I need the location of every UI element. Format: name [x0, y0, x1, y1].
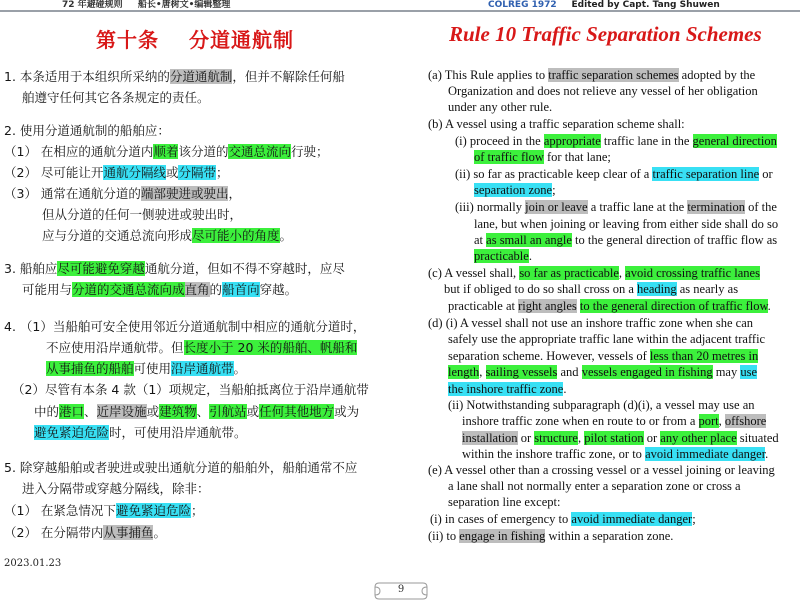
text-run: ， — [228, 186, 241, 201]
text-run: 。 — [279, 228, 293, 243]
text-run: (c) A vessel shall, — [428, 266, 520, 280]
highlighted-phrase: 尽可能避免穿越 — [57, 261, 145, 276]
highlighted-phrase: 避免紧迫危险 — [34, 425, 110, 440]
text-run: Organization and does not relieve any vessel of her obligation — [448, 84, 758, 98]
en-text-line — [430, 511, 696, 527]
highlighted-phrase: practicable — [474, 249, 529, 263]
en-text-line — [455, 166, 773, 182]
zh-text-line — [22, 281, 297, 299]
text-run: or — [643, 431, 661, 445]
text-run: 或 — [165, 165, 179, 180]
text-run: 的 — [209, 282, 223, 297]
text-run: . — [563, 382, 567, 396]
en-text-line — [428, 462, 775, 478]
text-run: (iii) normally — [455, 200, 526, 214]
highlighted-phrase: 从事捕鱼的船舶 — [46, 361, 134, 376]
text-run: 行驶； — [290, 144, 329, 159]
zh-text-line — [4, 260, 345, 278]
en-text-line — [428, 528, 673, 544]
en-text-line — [474, 149, 611, 165]
text-run: 。 — [233, 361, 247, 376]
en-text-line — [448, 478, 741, 494]
text-run: . — [528, 249, 532, 263]
en-text-line — [428, 315, 753, 331]
zh-text-line — [4, 502, 203, 520]
text-run: 5. 除穿越船舶或者驶进或驶出通航分道的船舶外，船舶通常不应 — [4, 460, 358, 475]
rule-number-zh: 第十条 — [96, 28, 159, 52]
text-run: for that lane; — [543, 150, 611, 164]
zh-text-line — [42, 206, 242, 224]
en-text-line — [462, 446, 768, 462]
highlighted-phrase: termination — [687, 200, 745, 214]
highlighted-phrase: right angles — [518, 299, 577, 313]
highlighted-phrase: structure — [534, 431, 578, 445]
highlighted-phrase: 任何其他地方 — [259, 404, 335, 419]
highlighted-phrase: 分道通航制 — [169, 69, 233, 84]
highlighted-phrase: 港口 — [59, 404, 85, 419]
highlighted-phrase: traffic separation schemes — [548, 68, 679, 82]
zh-text-line — [12, 381, 369, 399]
text-run: , — [577, 431, 585, 445]
highlighted-phrase: vessels engaged in fishing — [581, 365, 713, 379]
header-colreg: COLREG 1972 — [488, 0, 557, 10]
text-run: （2）尽管有本条 4 款（1）项规定，当船舶抵离位于沿岸通航带 — [12, 382, 369, 397]
text-run: (b) A vessel using a traffic separation scheme shall: — [428, 117, 685, 131]
highlighted-phrase: avoid immediate danger — [645, 447, 766, 461]
zh-text-line — [4, 143, 329, 161]
highlighted-phrase: 分隔带 — [178, 165, 216, 180]
highlighted-phrase: 交通总流向 — [228, 144, 291, 159]
en-text-line — [462, 430, 779, 446]
rule-title-en: Rule 10 Traffic Separation Schemes — [449, 22, 762, 46]
highlighted-phrase: 直角 — [184, 282, 210, 297]
en-text-line — [448, 381, 566, 397]
text-run: safely use the appropriate traffic lane within the adjacent traffic — [448, 332, 766, 346]
text-run: , — [718, 414, 725, 428]
highlighted-phrase: sailing vessels — [485, 365, 558, 379]
text-run: , — [618, 266, 626, 280]
text-run: ； — [215, 165, 229, 180]
en-text-line — [462, 413, 766, 429]
text-run: situated — [736, 431, 779, 445]
text-run: 可使用 — [133, 361, 172, 376]
text-run: 2. 使用分道通航制的船舶应： — [4, 123, 170, 138]
en-text-line — [448, 348, 758, 364]
text-run: 。 — [153, 525, 166, 540]
text-run: (d) (i) A vessel shall not use an inshore traffic zone when she can — [428, 316, 754, 330]
text-run: ; — [552, 183, 556, 197]
text-run: (ii) Notwithstanding subparagraph (d)(i), a vessel may use an — [448, 398, 755, 412]
text-run: 该分道的 — [178, 144, 229, 159]
highlighted-phrase: avoid crossing traffic lanes — [625, 266, 760, 280]
highlighted-phrase: to the general direction of traffic flow — [579, 299, 768, 313]
text-run: 或 — [246, 404, 260, 419]
header-divider — [0, 10, 800, 12]
text-run: at — [474, 233, 487, 247]
text-run: . — [767, 299, 771, 313]
rule-name-zh: 分道通航制 — [189, 28, 294, 52]
rule-title-zh — [96, 24, 294, 53]
highlighted-phrase: less than 20 metres in — [649, 349, 759, 363]
text-run: 或 — [146, 404, 160, 419]
en-text-line — [448, 99, 552, 115]
text-run: 舶遵守任何其它各条规定的责任。 — [22, 90, 210, 105]
en-text-line — [474, 232, 777, 248]
highlighted-phrase: any other place — [660, 431, 737, 445]
text-run: （2） 在分隔带内 — [4, 525, 104, 540]
zh-text-line — [46, 339, 357, 357]
text-run: 4. （1）当船舶可安全使用邻近分道通航制中相应的通航分道时， — [4, 319, 366, 334]
highlighted-phrase: 船首向 — [222, 282, 260, 297]
text-run: （3） 通常在通航分道的 — [4, 186, 141, 201]
highlighted-phrase: separation zone — [474, 183, 553, 197]
highlighted-phrase: the inshore traffic zone — [448, 382, 564, 396]
highlighted-phrase: 沿岸通航带 — [171, 361, 234, 376]
text-run: （1） 在紧急情况下 — [4, 503, 116, 518]
en-text-line — [448, 494, 560, 510]
highlighted-phrase: appropriate — [543, 134, 601, 148]
text-run: separation line except: — [448, 495, 561, 509]
highlighted-phrase: 通航分隔线 — [103, 165, 166, 180]
text-run: practicable at — [448, 299, 519, 313]
highlighted-phrase: engage in fishing — [459, 529, 546, 543]
text-run: (a) This Rule applies to — [428, 68, 549, 82]
text-run: （2） 尽可能让开 — [4, 165, 104, 180]
text-run: or — [517, 431, 535, 445]
text-run: 穿越。 — [259, 282, 298, 297]
zh-text-line — [4, 164, 229, 182]
highlighted-phrase: heading — [637, 282, 677, 296]
text-run: of the — [744, 200, 777, 214]
text-run: a traffic lane at the — [587, 200, 688, 214]
highlighted-phrase: 从事捕鱼 — [103, 525, 154, 540]
zh-text-line — [46, 360, 246, 378]
highlighted-phrase: 建筑物 — [159, 404, 197, 419]
highlighted-phrase: 近岸设施 — [96, 404, 147, 419]
text-run: adopted by the — [678, 68, 756, 82]
en-text-line — [474, 248, 532, 264]
zh-text-line — [4, 524, 166, 542]
highlighted-phrase: 引航站 — [209, 404, 247, 419]
zh-text-line — [34, 424, 247, 442]
text-run: (i) in cases of emergency to — [430, 512, 572, 526]
highlighted-phrase: 尽可能小的角度 — [192, 228, 280, 243]
text-run: . — [765, 447, 769, 461]
highlighted-phrase: general direction — [692, 134, 777, 148]
en-text-line — [448, 83, 758, 99]
highlighted-phrase: 避免紧迫危险 — [115, 503, 191, 518]
text-run: 应与分道的交通总流向形成 — [42, 228, 193, 243]
highlighted-phrase: 驶进或驶出 — [165, 186, 229, 201]
zh-text-line — [22, 480, 210, 498]
highlighted-phrase: length — [448, 365, 480, 379]
zh-text-line — [4, 122, 170, 140]
text-run: 中的 — [34, 404, 60, 419]
highlighted-phrase: so far as practicable — [519, 266, 619, 280]
text-run: a lane shall not normally enter a separation zone or cross a — [448, 479, 741, 493]
text-run: to the general direction of traffic flow as — [571, 233, 778, 247]
zh-text-line — [4, 459, 357, 477]
header-editor-en: Edited by Capt. Tang Shuwen — [571, 0, 720, 10]
text-run: and — [557, 365, 582, 379]
text-run: 时，可使用沿岸通航带。 — [109, 425, 247, 440]
text-run: lane, but when joining or leaving from either side shall do so — [474, 217, 779, 231]
zh-text-line — [22, 89, 210, 107]
text-run: within a separation zone. — [545, 529, 674, 543]
en-text-line — [428, 265, 760, 281]
zh-text-line — [34, 403, 359, 421]
en-text-line — [455, 133, 777, 149]
text-run: ，但并不解除任何船 — [232, 69, 345, 84]
text-run: 可能用与 — [22, 282, 73, 297]
highlighted-phrase: installation — [462, 431, 518, 445]
header-editor-zh: 船长•唐树文•编辑整理 — [137, 0, 231, 10]
en-text-line — [428, 67, 755, 83]
text-run: (ii) so far as practicable keep clear of a — [455, 167, 653, 181]
text-run: ； — [190, 503, 204, 518]
text-run: 或为 — [334, 404, 360, 419]
en-text-line — [474, 182, 556, 198]
text-run: 进入分隔带或穿越分隔线，除非： — [22, 481, 210, 496]
en-text-line — [448, 364, 757, 380]
highlighted-phrase: use — [740, 365, 758, 379]
text-run: (ii) to — [428, 529, 460, 543]
highlighted-phrase: traffic separation line — [652, 167, 760, 181]
text-run: 、 — [196, 404, 210, 419]
text-run: 3. 船舶应 — [4, 261, 58, 276]
en-text-line — [448, 397, 755, 413]
highlighted-phrase: pilot station — [584, 431, 644, 445]
highlighted-phrase: 长度小于 20 米的船舶、帆船和 — [183, 340, 358, 355]
highlighted-phrase: 分道的交通总流向成 — [72, 282, 185, 297]
highlighted-phrase: as small an angle — [486, 233, 572, 247]
highlighted-phrase: 端部 — [140, 186, 166, 201]
text-run: (i) proceed in the — [455, 134, 544, 148]
page-number: 9 — [397, 584, 405, 595]
zh-text-line — [4, 185, 241, 203]
text-run: or — [759, 167, 773, 181]
zh-text-line — [42, 227, 292, 245]
text-run: 但从分道的任何一侧驶进或驶出时， — [42, 207, 243, 222]
highlighted-phrase: 顺着 — [153, 144, 179, 159]
text-run: 1. 本条适用于本组织所采纳的 — [4, 69, 170, 84]
text-run: 、 — [84, 404, 97, 419]
text-run: 通航分道，但如不得不穿越时，应尽 — [144, 261, 345, 276]
en-text-line — [448, 298, 771, 314]
text-run: 不应使用沿岸通航带。但 — [46, 340, 184, 355]
header-book-title: 72 年避碰规则 — [62, 0, 123, 10]
en-text-line — [428, 116, 685, 132]
document-date: 2023.01.23 — [4, 558, 62, 569]
text-run: ; — [692, 512, 696, 526]
text-run: , — [479, 365, 486, 379]
text-run: （1） 在相应的通航分道内 — [4, 144, 154, 159]
highlighted-phrase: avoid immediate danger — [571, 512, 693, 526]
zh-text-line — [4, 68, 345, 86]
highlighted-phrase: of traffic flow — [474, 150, 544, 164]
text-run: separation scheme. However, vessels of — [448, 349, 650, 363]
text-run: may — [712, 365, 741, 379]
highlighted-phrase: port — [698, 414, 719, 428]
text-run: (e) A vessel other than a crossing vessel or a vessel joining or leaving — [428, 463, 775, 477]
zh-text-line — [4, 318, 365, 336]
en-text-line — [455, 199, 777, 215]
text-run: traffic lane in the — [600, 134, 693, 148]
highlighted-phrase: join or leave — [525, 200, 588, 214]
text-run: inshore traffic zone when en route to or from a — [462, 414, 699, 428]
en-text-line — [444, 281, 738, 297]
en-text-line — [448, 331, 765, 347]
text-run: as nearly as — [676, 282, 739, 296]
page-number-scroll — [373, 580, 429, 602]
highlighted-phrase: offshore — [724, 414, 767, 428]
text-run: within the inshore traffic zone, or to — [462, 447, 646, 461]
text-run: under any other rule. — [448, 100, 553, 114]
text-run: but if obliged to do so shall cross on a — [444, 282, 638, 296]
en-text-line — [474, 216, 778, 232]
